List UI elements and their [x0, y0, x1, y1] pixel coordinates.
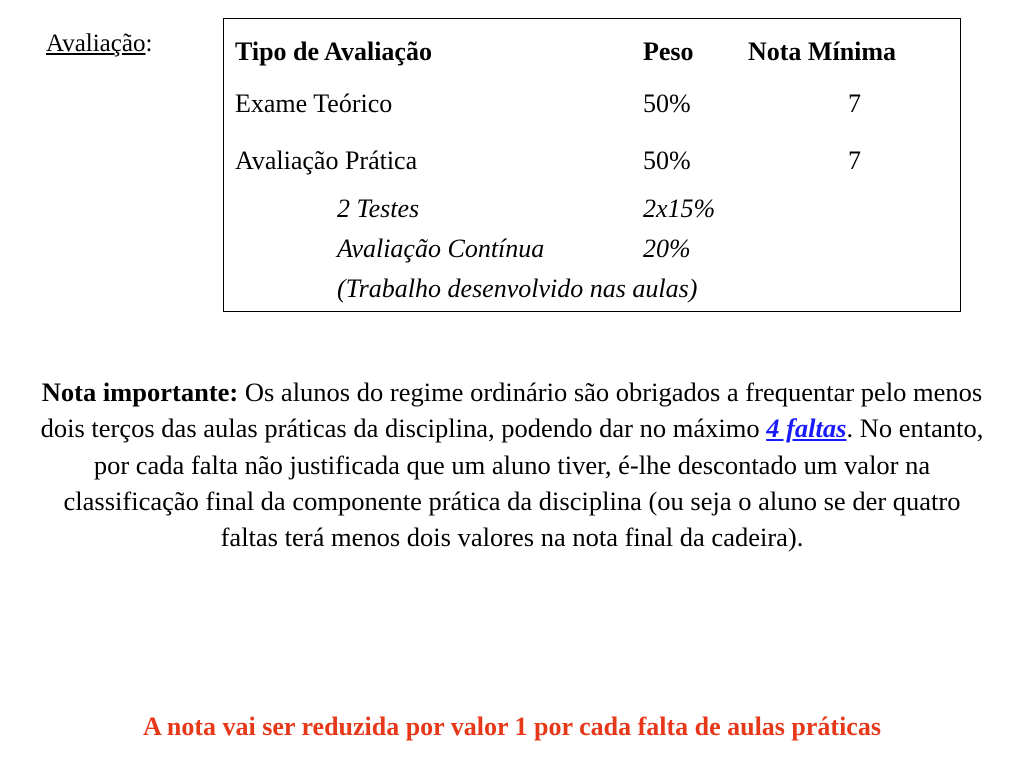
- absences-link[interactable]: 4 faltas: [766, 413, 847, 444]
- sub-row-type: Avaliação Contínua: [337, 234, 545, 263]
- header-min-grade: Nota Mínima: [748, 37, 897, 66]
- header-type: Tipo de Avaliação: [235, 37, 432, 66]
- table-footnote: (Trabalho desenvolvido nas aulas): [337, 274, 698, 303]
- row-weight: 50%: [643, 89, 691, 118]
- row-type: Avaliação Prática: [235, 146, 418, 175]
- note-text: Os alunos do regime ordinário são obrigados a frequentar pelo menos dois terços das aulas práticas da disciplina, podendo dar no máximo: [40, 377, 983, 444]
- section-heading-colon: :: [145, 30, 153, 57]
- row-weight: 50%: [643, 146, 691, 175]
- section-heading-text: Avaliação: [46, 30, 146, 57]
- row-type: Exame Teórico: [235, 89, 393, 118]
- row-min-grade: 7: [848, 89, 861, 118]
- section-heading: [46, 30, 152, 58]
- evaluation-table: [223, 18, 961, 312]
- sub-row-weight: 20%: [643, 234, 691, 263]
- sub-row-type: 2 Testes: [337, 194, 420, 223]
- note-label: Nota importante:: [41, 377, 239, 407]
- important-note: [40, 374, 984, 555]
- row-min-grade: 7: [848, 146, 861, 175]
- penalty-warning: A nota vai ser reduzida por valor 1 por cada falta de aulas práticas: [143, 712, 881, 741]
- sub-row-weight: 2x15%: [643, 194, 716, 223]
- note-text-continued: . No entanto, por cada falta não justificada que um aluno tiver, é-lhe descontado um valor na classificação final da componente prática da disciplina (ou seja o aluno se der quatro faltas terá menos dois valores na nota final da cadeira).: [63, 413, 984, 553]
- header-weight: Peso: [643, 37, 694, 66]
